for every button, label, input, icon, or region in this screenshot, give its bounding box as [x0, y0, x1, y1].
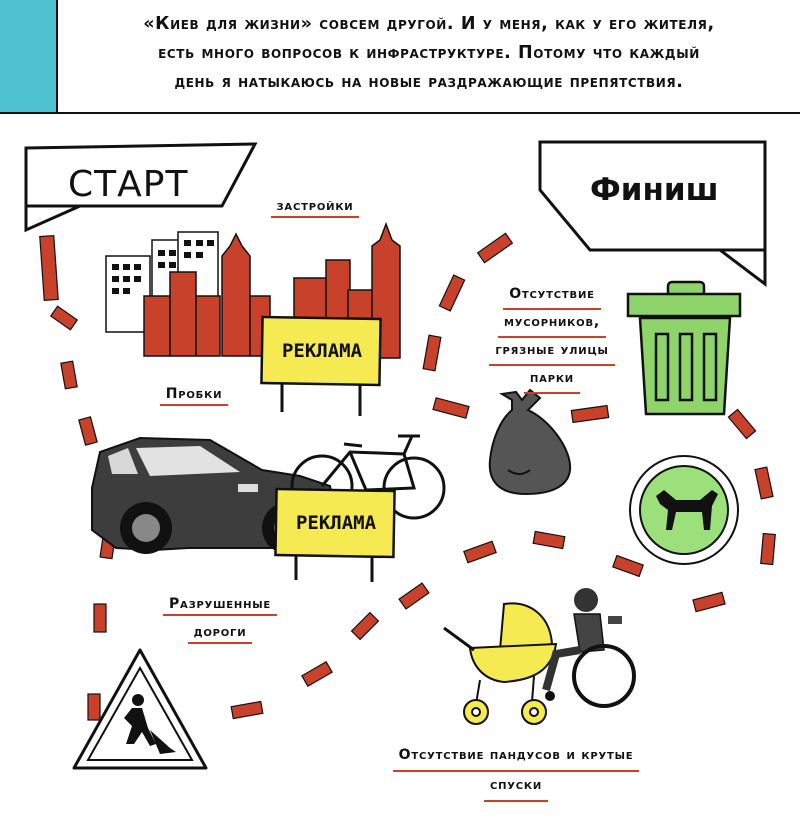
label-trash-line3: грязные улицы	[489, 338, 614, 366]
finish-sign	[540, 142, 765, 284]
label-trash-line2: мусорников,	[498, 310, 606, 338]
finish-label: Финиш	[590, 172, 719, 208]
intro-line-1: «Киев для жизни» совсем другой. И у меня, как у его жителя,	[143, 14, 715, 34]
dog-badge-illustration	[630, 456, 738, 564]
billboard-bottom-text: РЕКЛАМА	[295, 512, 377, 534]
intro-line-3: день я натыкаюсь на новые раздражающие препятствия.	[174, 72, 684, 92]
label-ramps-line2: спуски	[484, 772, 548, 802]
intro-line-2: есть много вопросов к инфраструктуре. Потому что каждый	[158, 43, 700, 63]
start-label: СТАРТ	[68, 164, 189, 205]
label-construction-text: застройки	[271, 198, 360, 218]
label-roads	[150, 596, 290, 644]
wheelchair-illustration	[545, 588, 634, 706]
label-roads-line1: Разрушенные	[163, 596, 277, 616]
billboard-top-text: РЕКЛАМА	[281, 340, 363, 362]
label-trash-line1: Отсутствие	[503, 282, 601, 310]
label-construction	[248, 198, 382, 218]
garbage-bag-illustration	[490, 390, 570, 494]
label-ramps	[350, 742, 682, 802]
label-traffic	[140, 386, 248, 406]
label-trash	[476, 282, 628, 394]
billboard-bottom	[275, 489, 394, 582]
label-traffic-text: Пробки	[160, 386, 229, 406]
label-ramps-line1: Отсутствие пандусов и крутые	[393, 742, 640, 772]
label-roads-line2: дороги	[188, 624, 253, 644]
billboard-top	[261, 317, 380, 416]
trash-can-illustration	[628, 282, 740, 414]
stroller-illustration	[444, 603, 556, 724]
label-trash-line4: парки	[524, 366, 580, 394]
